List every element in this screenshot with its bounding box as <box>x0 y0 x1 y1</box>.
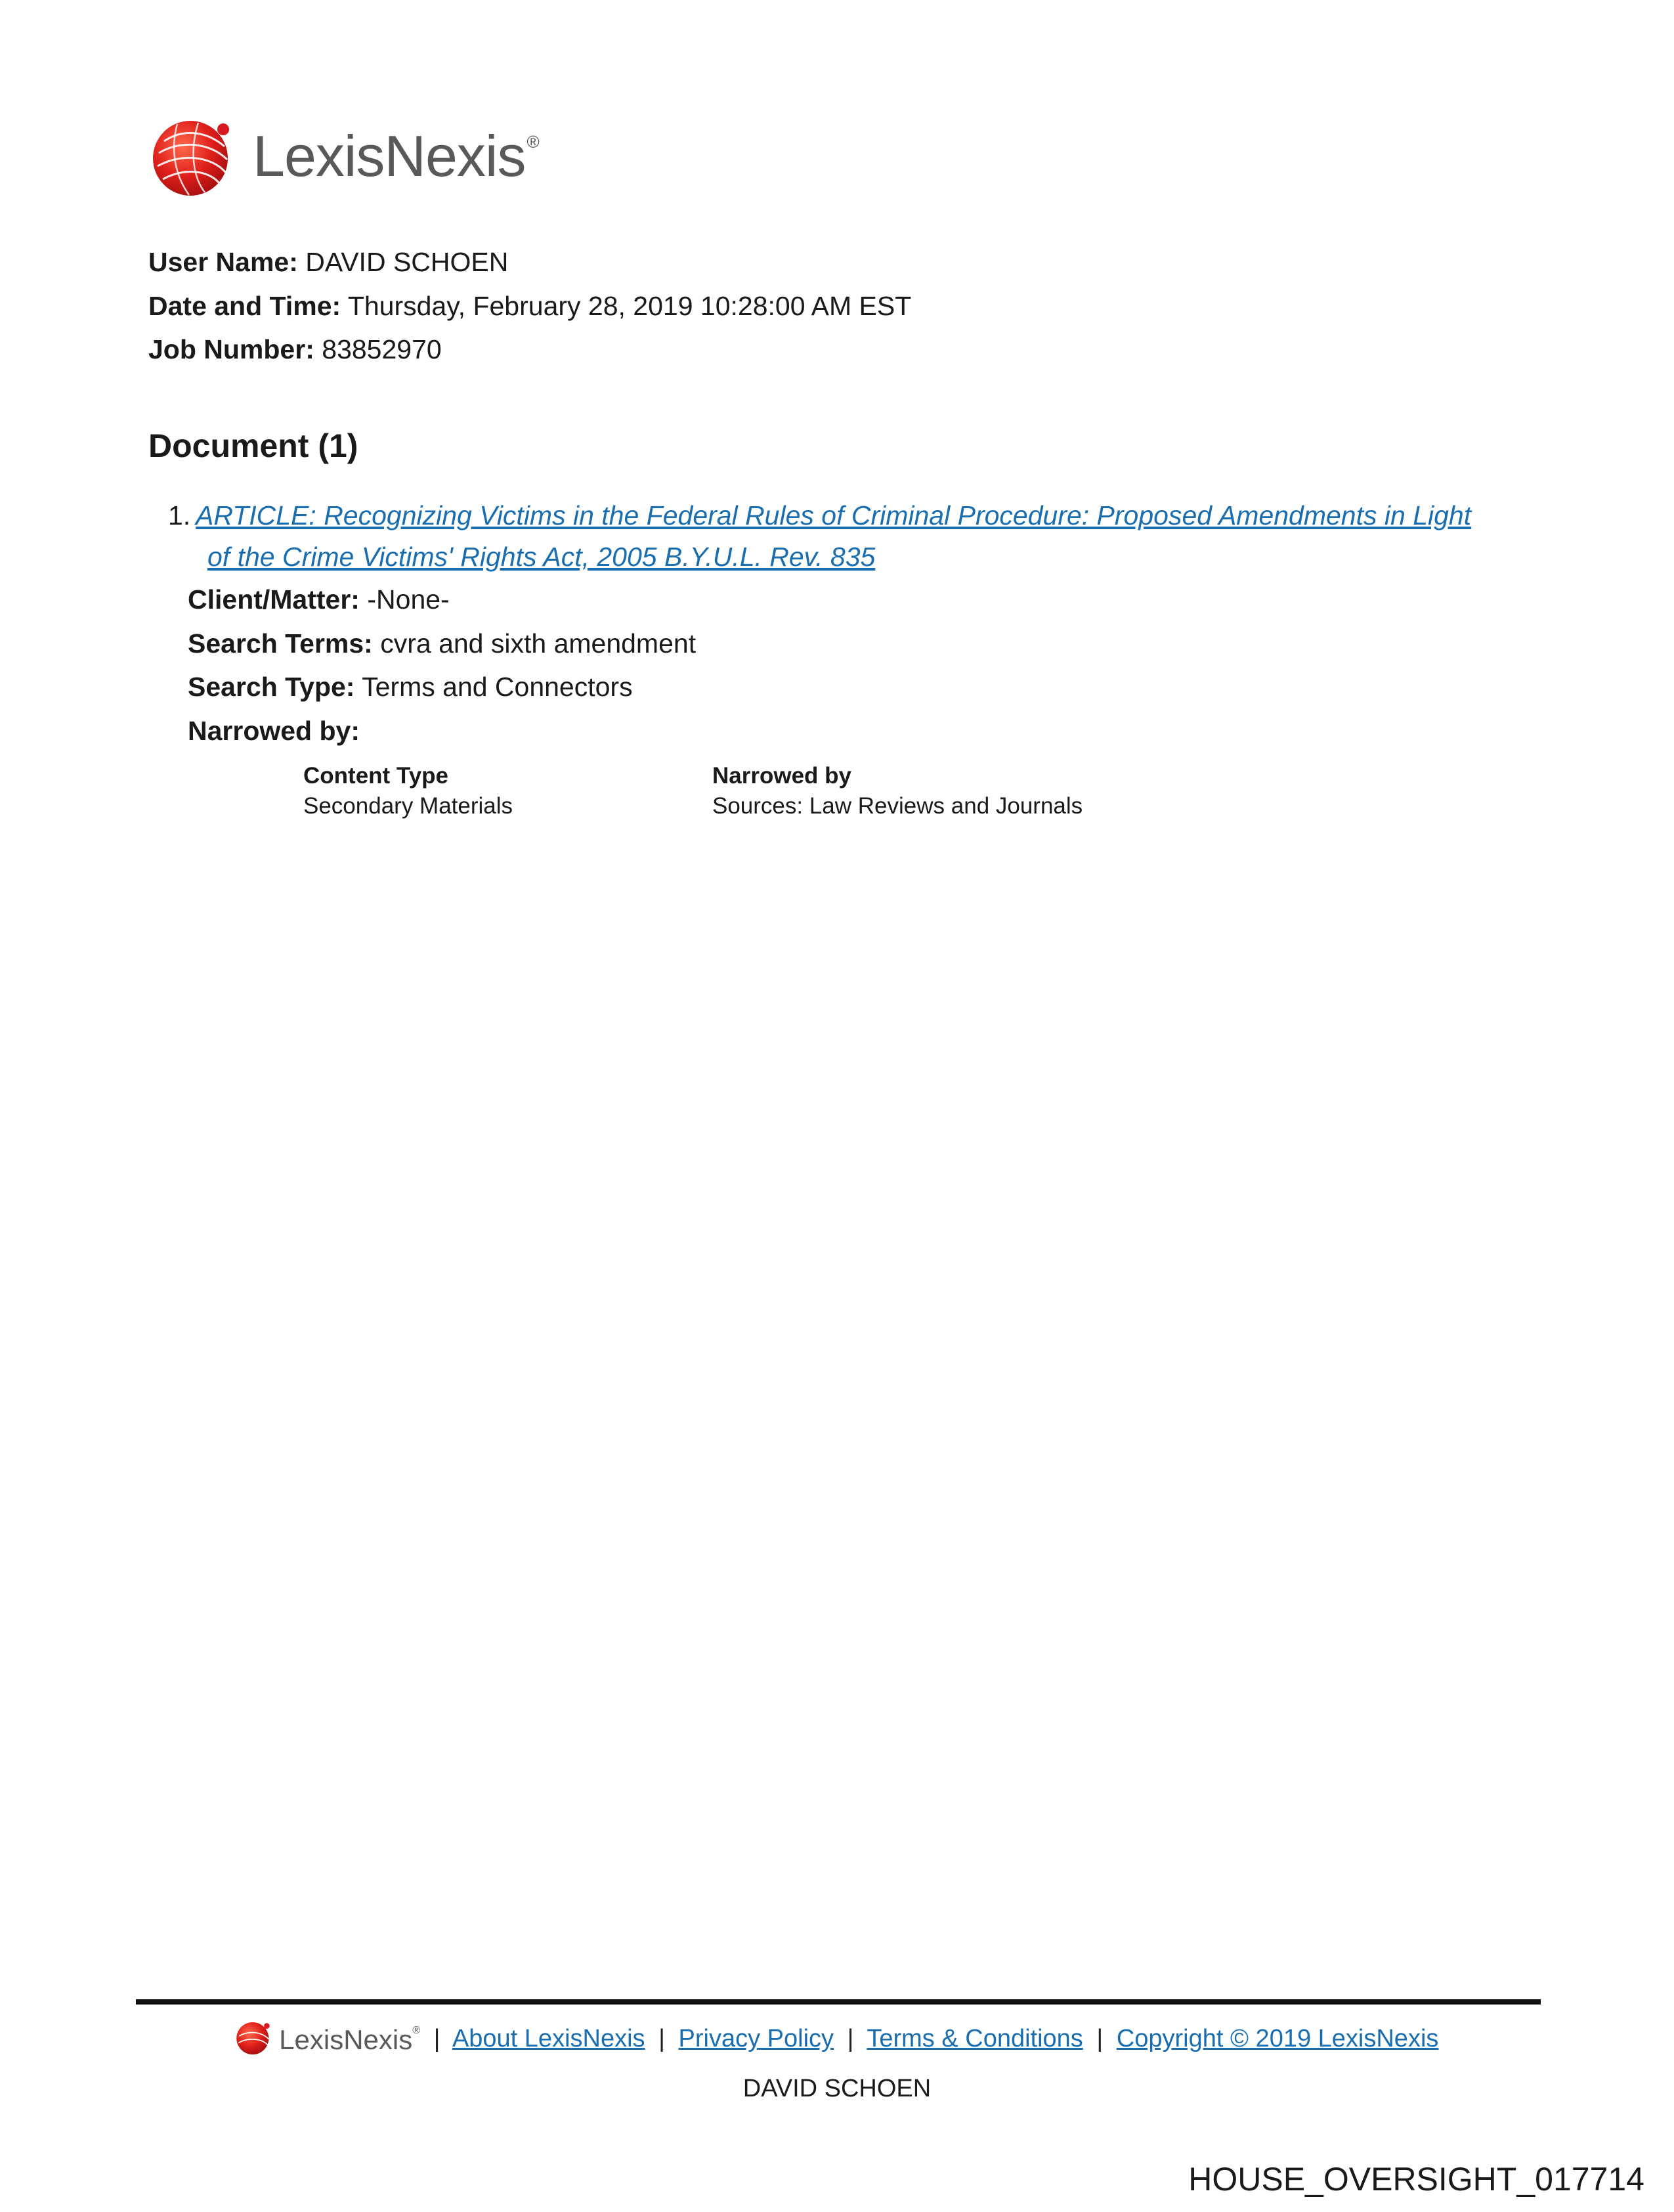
logo-wordmark: LexisNexis® <box>253 123 539 188</box>
job-number-line <box>148 332 442 366</box>
footer-globe-icon <box>236 2020 272 2055</box>
lexisnexis-globe-icon <box>151 115 236 197</box>
bates-number: HOUSE_OVERSIGHT_017714 <box>1188 2161 1644 2198</box>
job-number-label: Job Number: <box>148 334 314 364</box>
job-number-value: 83852970 <box>322 334 442 364</box>
result-title-link-continued[interactable]: of the Crime Victims' Rights Act, 2005 B.Y.U.L. Rev. 835 <box>207 542 876 572</box>
result-title-link[interactable]: ARTICLE: Recognizing Victims in the Federal Rules of Criminal Procedure: Proposed Amendments in Light <box>196 500 1472 531</box>
lexisnexis-logo <box>151 115 558 197</box>
privacy-policy-link[interactable]: Privacy Policy <box>678 2025 834 2053</box>
result-number: 1. <box>168 500 191 531</box>
search-type-line <box>188 672 633 703</box>
footer-links <box>0 2022 1674 2058</box>
search-terms-line <box>188 628 696 659</box>
content-type-value: Secondary Materials <box>303 793 513 819</box>
terms-conditions-link[interactable]: Terms & Conditions <box>867 2025 1083 2053</box>
search-type-label: Search Type: <box>188 672 355 702</box>
narrowed-by-line <box>188 716 360 747</box>
narrowed-by-header: Narrowed by <box>712 763 851 789</box>
client-matter-label: Client/Matter: <box>188 584 360 615</box>
footer-separator: | <box>658 2025 665 2053</box>
copyright-link[interactable]: Copyright © 2019 LexisNexis <box>1116 2025 1439 2053</box>
narrowed-by-label: Narrowed by: <box>188 716 360 746</box>
footer-separator: | <box>433 2025 440 2053</box>
date-time-line <box>148 289 911 323</box>
footer-divider <box>136 1999 1541 2005</box>
client-matter-line <box>188 584 450 615</box>
client-matter-value: -None- <box>367 584 450 615</box>
date-time-label: Date and Time: <box>148 291 341 321</box>
footer-separator: | <box>1096 2025 1104 2053</box>
about-lexisnexis-link[interactable]: About LexisNexis <box>452 2025 645 2053</box>
content-type-header: Content Type <box>303 763 449 789</box>
search-terms-value: cvra and sixth amendment <box>380 628 697 659</box>
user-name-value: DAVID SCHOEN <box>305 247 509 277</box>
user-name-line <box>148 245 508 279</box>
narrowed-by-value: Sources: Law Reviews and Journals <box>712 793 1083 819</box>
search-type-value: Terms and Connectors <box>362 672 633 702</box>
footer-user-name: DAVID SCHOEN <box>742 2075 932 2102</box>
date-time-value: Thursday, February 28, 2019 10:28:00 AM EST <box>347 291 912 321</box>
user-name-label: User Name: <box>148 247 298 277</box>
footer-separator: | <box>847 2025 854 2053</box>
document-heading: Document (1) <box>148 427 358 464</box>
footer-wordmark: LexisNexis® <box>279 2024 421 2055</box>
search-terms-label: Search Terms: <box>188 628 373 659</box>
